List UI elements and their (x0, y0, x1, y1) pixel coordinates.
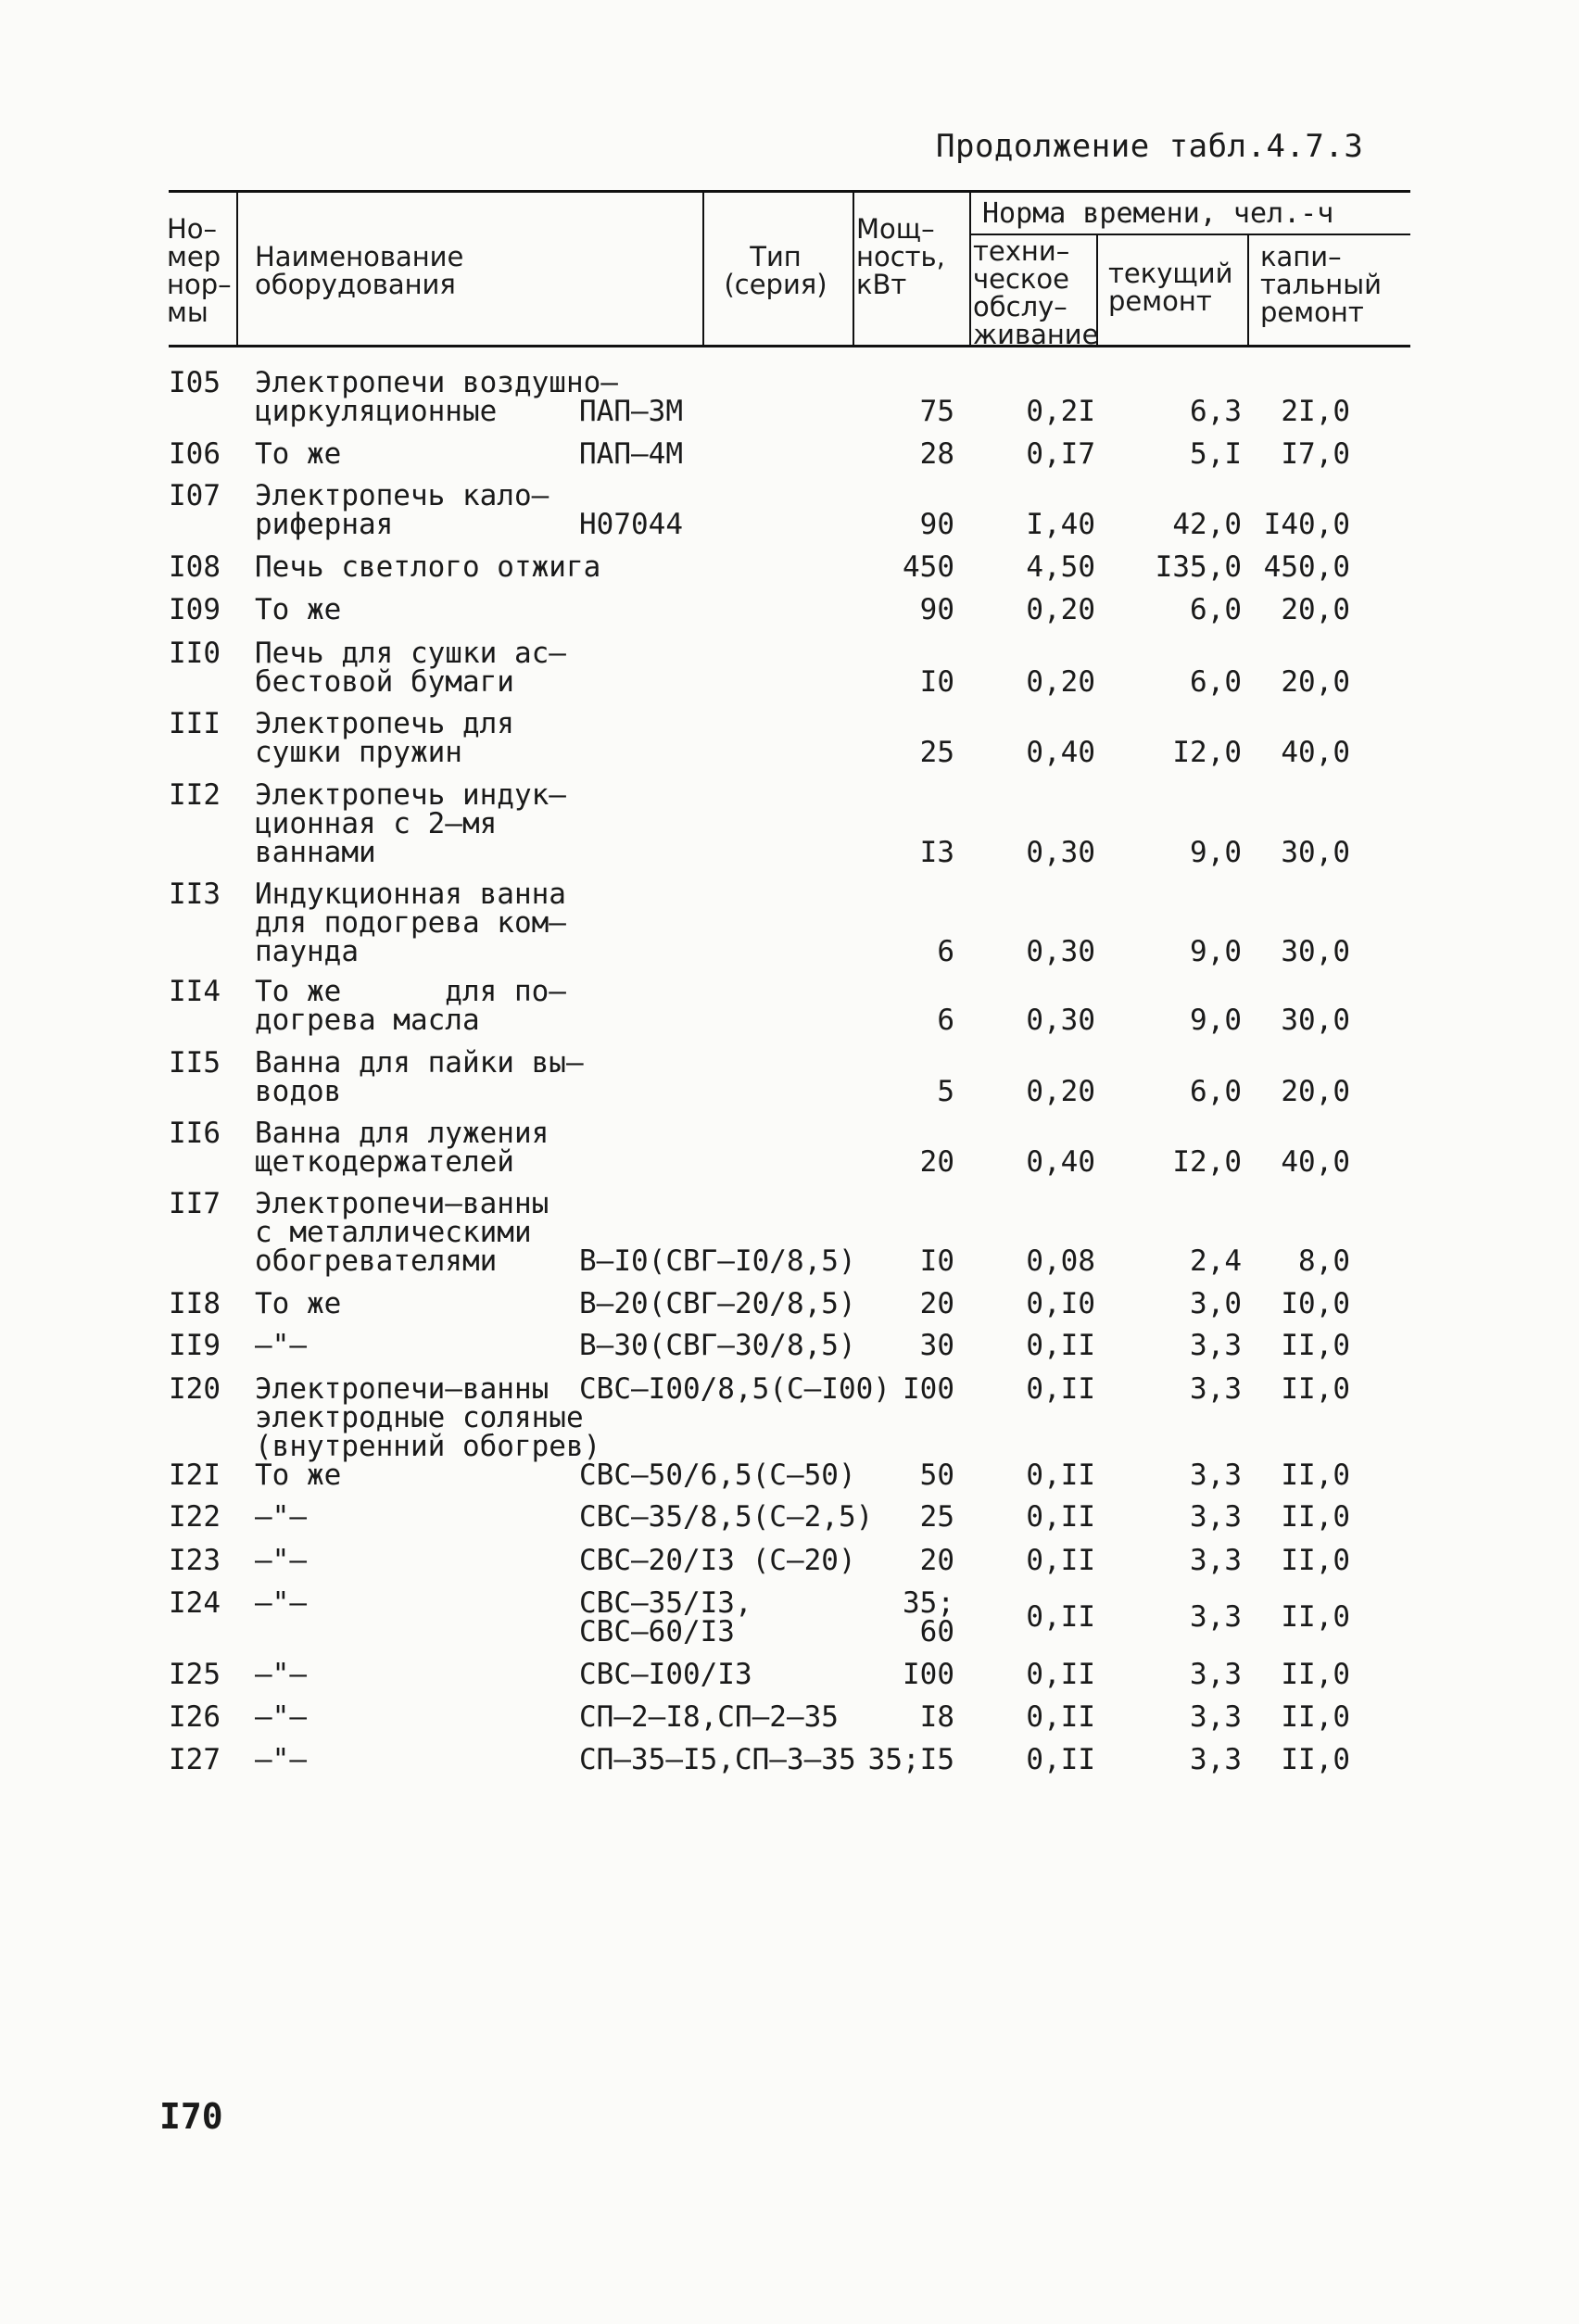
capital-repair-hours: II,0 (1281, 1700, 1350, 1734)
equipment-name: То же (255, 437, 342, 471)
capital-repair-hours: 2I,0 (1281, 395, 1350, 428)
current-repair-hours: 3,3 (1190, 1743, 1242, 1776)
equipment-name: Электропечь для сушки пружин (255, 707, 514, 769)
norm-number: I07 (169, 479, 221, 512)
equipment-name: То же (255, 593, 342, 626)
maintenance-hours: 0,I7 (1026, 437, 1095, 471)
power-kw: 30 (919, 1329, 954, 1362)
maintenance-hours: 0,II (1026, 1600, 1095, 1634)
table-row (0, 880, 1579, 982)
maintenance-hours: 0,30 (1026, 1004, 1095, 1037)
header-norm-title: Норма времени, чел.-ч (982, 197, 1334, 230)
norm-number: I27 (169, 1743, 221, 1776)
power-kw: 35; 60 (903, 1586, 954, 1648)
maintenance-hours: 0,II (1026, 1700, 1095, 1734)
capital-repair-hours: I40,0 (1263, 508, 1350, 541)
current-repair-hours: 9,0 (1190, 836, 1242, 869)
current-repair-hours: 3,3 (1190, 1700, 1242, 1734)
maintenance-hours: 0,08 (1026, 1244, 1095, 1278)
equipment-type: ПАП–4М (579, 437, 683, 471)
header-type: Тип (серия) (724, 241, 827, 300)
current-repair-hours: I2,0 (1172, 1145, 1242, 1179)
equipment-type: СВС–35/I3, СВС–60/I3 (579, 1586, 752, 1648)
equipment-type: СВС–20/I3 (С–20) (579, 1544, 856, 1577)
equipment-name: –"– (255, 1586, 307, 1620)
current-repair-hours: 2,4 (1190, 1244, 1242, 1278)
capital-repair-hours: II,0 (1281, 1600, 1350, 1634)
power-kw: I0 (919, 665, 954, 699)
power-kw: 450 (903, 550, 954, 584)
equipment-name: Электропечь индук– ционная с 2–мя ваннами (255, 778, 566, 869)
equipment-name: Ванна для лужения щеткодержателей (255, 1117, 549, 1179)
current-repair-hours: 9,0 (1190, 1004, 1242, 1037)
table-row (0, 778, 1579, 883)
norm-number: I26 (169, 1700, 221, 1734)
capital-repair-hours: II,0 (1281, 1743, 1350, 1776)
norm-number: II9 (169, 1329, 221, 1362)
norm-number: I24 (169, 1586, 221, 1620)
capital-repair-hours: 30,0 (1281, 935, 1350, 968)
page-number: I70 (159, 2096, 223, 2137)
power-kw: 6 (937, 935, 954, 968)
maintenance-hours: 0,2I (1026, 395, 1095, 428)
current-repair-hours: 9,0 (1190, 935, 1242, 968)
capital-repair-hours: II,0 (1281, 1658, 1350, 1691)
col-divider (236, 190, 238, 345)
power-kw: 90 (919, 593, 954, 626)
current-repair-hours: 3,3 (1190, 1544, 1242, 1577)
maintenance-hours: I,40 (1026, 508, 1095, 541)
equipment-type: В–20(СВГ–20/8,5) (579, 1287, 856, 1320)
maintenance-hours: 0,30 (1026, 935, 1095, 968)
norm-number: I2I (169, 1459, 221, 1492)
equipment-name: Электропечь кало– риферная (255, 479, 549, 541)
power-kw: I00 (903, 1372, 954, 1406)
power-kw: I0 (919, 1244, 954, 1278)
table-row (0, 1743, 1579, 1848)
norm-number: II7 (169, 1187, 221, 1220)
power-kw: I3 (919, 836, 954, 869)
power-kw: 20 (919, 1145, 954, 1179)
equipment-type: В–I0(СВГ–I0/8,5) (579, 1244, 856, 1278)
norm-number: I20 (169, 1372, 221, 1406)
header-name: Наименование оборудования (255, 241, 464, 300)
maintenance-hours: 0,II (1026, 1658, 1095, 1691)
current-repair-hours: 6,3 (1190, 395, 1242, 428)
capital-repair-hours: 8,0 (1298, 1244, 1350, 1278)
table-top-rule (169, 190, 1410, 193)
maintenance-hours: 0,30 (1026, 836, 1095, 869)
capital-repair-hours: 20,0 (1281, 665, 1350, 699)
maintenance-hours: 0,I0 (1026, 1287, 1095, 1320)
norm-number: II0 (169, 637, 221, 670)
maintenance-hours: 0,II (1026, 1329, 1095, 1362)
equipment-name: Печь для сушки ас– бестовой бумаги (255, 637, 566, 699)
norm-number: I22 (169, 1500, 221, 1534)
capital-repair-hours: II,0 (1281, 1329, 1350, 1362)
capital-repair-hours: II,0 (1281, 1459, 1350, 1492)
maintenance-hours: 0,II (1026, 1544, 1095, 1577)
norm-number: II2 (169, 778, 221, 812)
header-current-repair: текущий ремонт (1108, 258, 1233, 317)
power-kw: 28 (919, 437, 954, 471)
equipment-name: –"– (255, 1743, 307, 1776)
power-kw: 5 (937, 1075, 954, 1108)
power-kw: 20 (919, 1544, 954, 1577)
current-repair-hours: 6,0 (1190, 593, 1242, 626)
norm-number: II4 (169, 975, 221, 1008)
maintenance-hours: 0,40 (1026, 736, 1095, 769)
maintenance-hours: 0,20 (1026, 1075, 1095, 1108)
capital-repair-hours: 20,0 (1281, 593, 1350, 626)
capital-repair-hours: II,0 (1281, 1372, 1350, 1406)
current-repair-hours: I2,0 (1172, 736, 1242, 769)
equipment-name: Ванна для пайки вы– водов (255, 1046, 584, 1108)
equipment-name: Индукционная ванна для подогрева ком– паунда (255, 878, 566, 968)
power-kw: 50 (919, 1459, 954, 1492)
current-repair-hours: 3,3 (1190, 1329, 1242, 1362)
power-kw: 20 (919, 1287, 954, 1320)
maintenance-hours: 0,20 (1026, 593, 1095, 626)
capital-repair-hours: 30,0 (1281, 1004, 1350, 1037)
norm-number: I09 (169, 593, 221, 626)
equipment-name: Электропечи воздушно– циркуляционные (255, 366, 618, 428)
table-row (0, 1187, 1579, 1292)
equipment-type: В–30(СВГ–30/8,5) (579, 1329, 856, 1362)
equipment-type: СП–35–I5,СП–3–35 (579, 1743, 856, 1776)
equipment-name: –"– (255, 1658, 307, 1691)
header-maintenance: техни– ческое обслу– живание (973, 235, 1099, 350)
maintenance-hours: 4,50 (1026, 550, 1095, 584)
current-repair-hours: 3,3 (1190, 1658, 1242, 1691)
equipment-name: –"– (255, 1700, 307, 1734)
capital-repair-hours: 20,0 (1281, 1075, 1350, 1108)
norm-number: I06 (169, 437, 221, 471)
equipment-type: Н07044 (579, 508, 683, 541)
power-kw: I00 (903, 1658, 954, 1691)
current-repair-hours: 3,3 (1190, 1372, 1242, 1406)
current-repair-hours: 6,0 (1190, 665, 1242, 699)
power-kw: 25 (919, 736, 954, 769)
maintenance-hours: 0,40 (1026, 1145, 1095, 1179)
capital-repair-hours: 40,0 (1281, 1145, 1350, 1179)
current-repair-hours: I35,0 (1155, 550, 1242, 584)
equipment-name: Электропечи–ванны с металлическими обогревателями (255, 1187, 549, 1278)
norm-number: II5 (169, 1046, 221, 1080)
capital-repair-hours: II,0 (1281, 1500, 1350, 1534)
current-repair-hours: 42,0 (1172, 508, 1242, 541)
current-repair-hours: 3,0 (1190, 1287, 1242, 1320)
norm-number: I08 (169, 550, 221, 584)
col-divider (853, 190, 854, 345)
capital-repair-hours: 450,0 (1263, 550, 1350, 584)
equipment-type: СП–2–I8,СП–2–35 (579, 1700, 839, 1734)
capital-repair-hours: II,0 (1281, 1544, 1350, 1577)
power-kw: 25 (919, 1500, 954, 1534)
power-kw: 75 (919, 395, 954, 428)
norm-number: II3 (169, 878, 221, 911)
power-kw: 90 (919, 508, 954, 541)
maintenance-hours: 0,20 (1026, 665, 1095, 699)
power-kw: 6 (937, 1004, 954, 1037)
table-header-bottom-rule (169, 345, 1410, 347)
current-repair-hours: 6,0 (1190, 1075, 1242, 1108)
header-power: Мощ– ность, кВт (856, 213, 945, 300)
equipment-type: СВС–I00/8,5(С–I00) (579, 1372, 891, 1406)
current-repair-hours: 5,I (1190, 437, 1242, 471)
norm-number: I23 (169, 1544, 221, 1577)
equipment-name: Электропечи–ванны электродные соляные (внутренний обогрев) (255, 1372, 601, 1463)
capital-repair-hours: 40,0 (1281, 736, 1350, 769)
norm-number: I25 (169, 1658, 221, 1691)
norm-number: I05 (169, 366, 221, 399)
equipment-name: Печь светлого отжига (255, 550, 601, 584)
maintenance-hours: 0,II (1026, 1500, 1095, 1534)
current-repair-hours: 3,3 (1190, 1459, 1242, 1492)
equipment-name: То же (255, 1287, 342, 1320)
power-kw: I8 (919, 1700, 954, 1734)
equipment-type: ПАП–3М (579, 395, 683, 428)
maintenance-hours: 0,II (1026, 1743, 1095, 1776)
equipment-name: То же для по– догрева масла (255, 975, 566, 1037)
current-repair-hours: 3,3 (1190, 1500, 1242, 1534)
maintenance-hours: 0,II (1026, 1372, 1095, 1406)
col-divider (1247, 234, 1249, 345)
equipment-name: То же (255, 1459, 342, 1492)
norm-number: II6 (169, 1117, 221, 1150)
capital-repair-hours: I0,0 (1281, 1287, 1350, 1320)
equipment-type: СВС–I00/I3 (579, 1658, 752, 1691)
power-kw: 35;I5 (867, 1743, 954, 1776)
equipment-type: СВС–50/6,5(С–50) (579, 1459, 856, 1492)
col-divider (969, 190, 971, 345)
header-num: Но– мер нор– мы (167, 213, 232, 328)
capital-repair-hours: I7,0 (1281, 437, 1350, 471)
header-capital-repair: капи– тальный ремонт (1260, 241, 1382, 328)
table-caption: Продолжение табл.4.7.3 (936, 128, 1364, 165)
maintenance-hours: 0,II (1026, 1459, 1095, 1492)
equipment-type: СВС–35/8,5(С–2,5) (579, 1500, 874, 1534)
capital-repair-hours: 30,0 (1281, 836, 1350, 869)
equipment-name: –"– (255, 1500, 307, 1534)
norm-number: II8 (169, 1287, 221, 1320)
norm-number: III (169, 707, 221, 740)
equipment-name: –"– (255, 1544, 307, 1577)
current-repair-hours: 3,3 (1190, 1600, 1242, 1634)
equipment-name: –"– (255, 1329, 307, 1362)
